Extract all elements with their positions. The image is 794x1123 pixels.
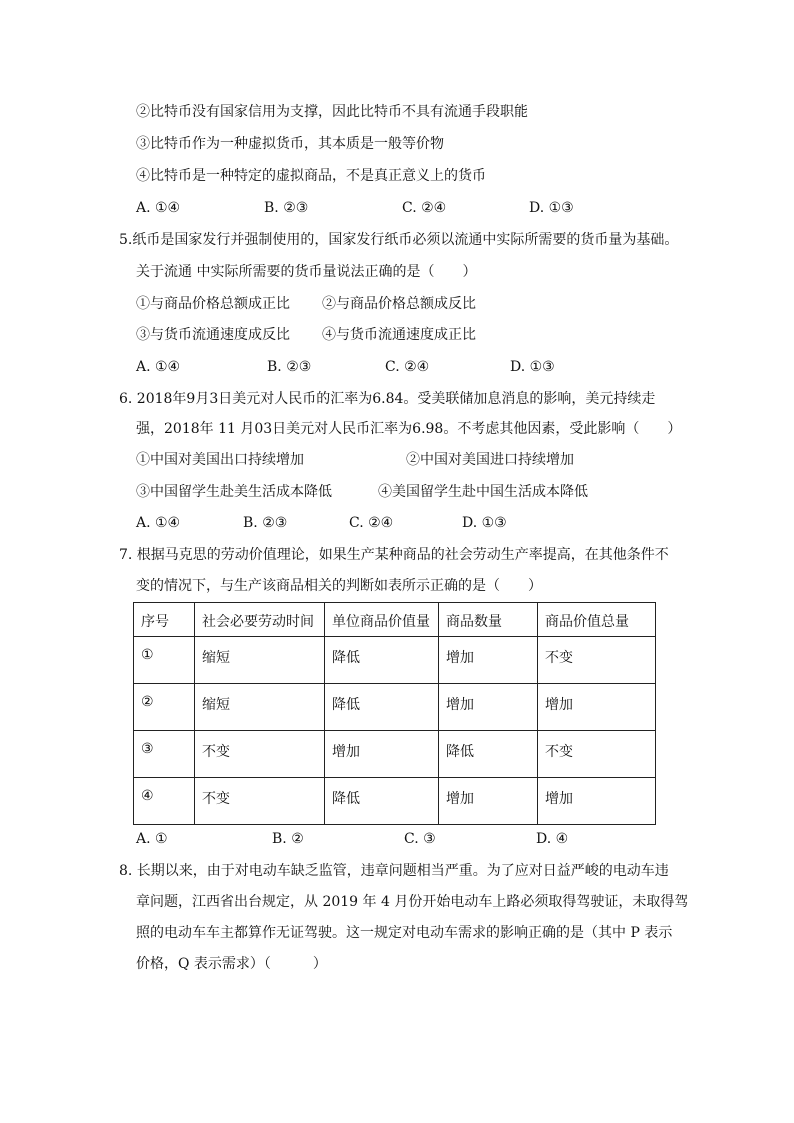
table-row [134,778,656,825]
q5-stem-line-1: 5.纸币是国家发行并强制使用的，国家发行纸币必须以流通中实际所需要的货币量为基础。 [119,232,679,248]
q6-option-d: D. ①③ [462,515,507,531]
q6-option-c: C. ②④ [349,515,394,531]
q6-statement-4: ④美国留学生赴中国生活成本降低 [378,484,588,500]
table-header-cell: 商品数量 [439,603,538,637]
q4-option-d: D. ①③ [529,200,574,216]
table-cell: 降低 [325,684,439,731]
table-cell: 缩短 [195,637,325,684]
q6-statement-2: ②中国对美国进口持续增加 [406,452,574,468]
table-cell: 不变 [195,731,325,778]
table-cell: 不变 [538,731,656,778]
table-cell: 降低 [439,731,538,778]
table-header-cell: 社会必要劳动时间 [195,603,325,637]
table-row [134,637,656,684]
q4-statement-2: ②比特币没有国家信用为支撑，因此比特币不具有流通手段职能 [136,104,528,120]
table-cell: ④ [134,778,195,825]
table-cell: 增加 [439,778,538,825]
table-cell: ① [134,637,195,684]
q7-option-b: B. ② [272,831,304,847]
table-cell: 增加 [439,684,538,731]
table-row [134,731,656,778]
q4-statement-4: ④比特币是一种特定的虚拟商品，不是真正意义上的货币 [136,168,486,184]
q5-statement-1: ①与商品价格总额成正比 [136,296,290,312]
q5-option-c: C. ②④ [385,359,430,375]
table-row [134,684,656,731]
table-cell: 增加 [439,637,538,684]
table-cell: 增加 [325,731,439,778]
q5-statement-2: ②与商品价格总额成反比 [322,296,476,312]
q6-statement-1: ①中国对美国出口持续增加 [136,452,304,468]
q8-stem-line-3: 照的电动车车主都算作无证驾驶。这一规定对电动车需求的影响正确的是（其中 P 表示 [136,925,673,941]
q7-stem-line-2: 变的情况下，与生产该商品相关的判断如表所示正确的是（ ） [136,578,542,594]
table-cell: 增加 [538,778,656,825]
q8-stem-line-4: 价格，Q 表示需求）（ ） [136,956,327,972]
table-cell: ③ [134,731,195,778]
q4-option-a: A. ①④ [136,200,181,216]
q6-stem-line-2: 强，2018年 11 月03日美元对人民币汇率为6.98。不考虑其他因素，受此影响（ ） [136,421,682,437]
q7-stem-line-1: 7. 根据马克思的劳动价值理论，如果生产某种商品的社会劳动生产率提高，在其他条件不 [119,547,669,563]
table-header-cell: 单位商品价值量 [325,603,439,637]
q7-option-c: C. ③ [404,831,436,847]
q5-statement-4: ④与货币流通速度成正比 [322,327,476,343]
q6-stem-line-1: 6. 2018年9月3日美元对人民币的汇率为6.84。受美联储加息消息的影响，美元持续走 [119,391,656,407]
q5-statement-3: ③与货币流通速度成反比 [136,327,290,343]
table-cell: 增加 [538,684,656,731]
table-cell: 降低 [325,778,439,825]
table-cell: 降低 [325,637,439,684]
q7-option-a: A. ① [136,831,168,847]
q5-option-b: B. ②③ [267,359,312,375]
table-header-cell: 商品价值总量 [538,603,656,637]
table-cell: 不变 [538,637,656,684]
q4-option-b: B. ②③ [264,200,309,216]
q6-option-a: A. ①④ [136,515,181,531]
table-cell: ② [134,684,195,731]
q7-table [133,602,656,825]
q8-stem-line-1: 8. 长期以来，由于对电动车缺乏监管，违章问题相当严重。为了应对日益严峻的电动车违 [119,863,669,879]
q5-option-a: A. ①④ [136,359,181,375]
q4-option-c: C. ②④ [402,200,447,216]
q8-stem-line-2: 章问题，江西省出台规定，从 2019 年 4 月份开始电动车上路必须取得驾驶证，未取得驾 [136,894,689,910]
q6-option-b: B. ②③ [243,515,288,531]
table-cell: 缩短 [195,684,325,731]
table-header-row [134,603,656,637]
table-cell: 不变 [195,778,325,825]
q7-option-d: D. ④ [536,831,569,847]
table-header-cell: 序号 [134,603,195,637]
q5-stem-line-2: 关于流通 中实际所需要的货币量说法正确的是（ ） [136,264,477,280]
q5-option-d: D. ①③ [510,359,555,375]
q4-statement-3: ③比特币作为一种虚拟货币，其本质是一般等价物 [136,136,444,152]
q6-statement-3: ③中国留学生赴美生活成本降低 [136,484,332,500]
